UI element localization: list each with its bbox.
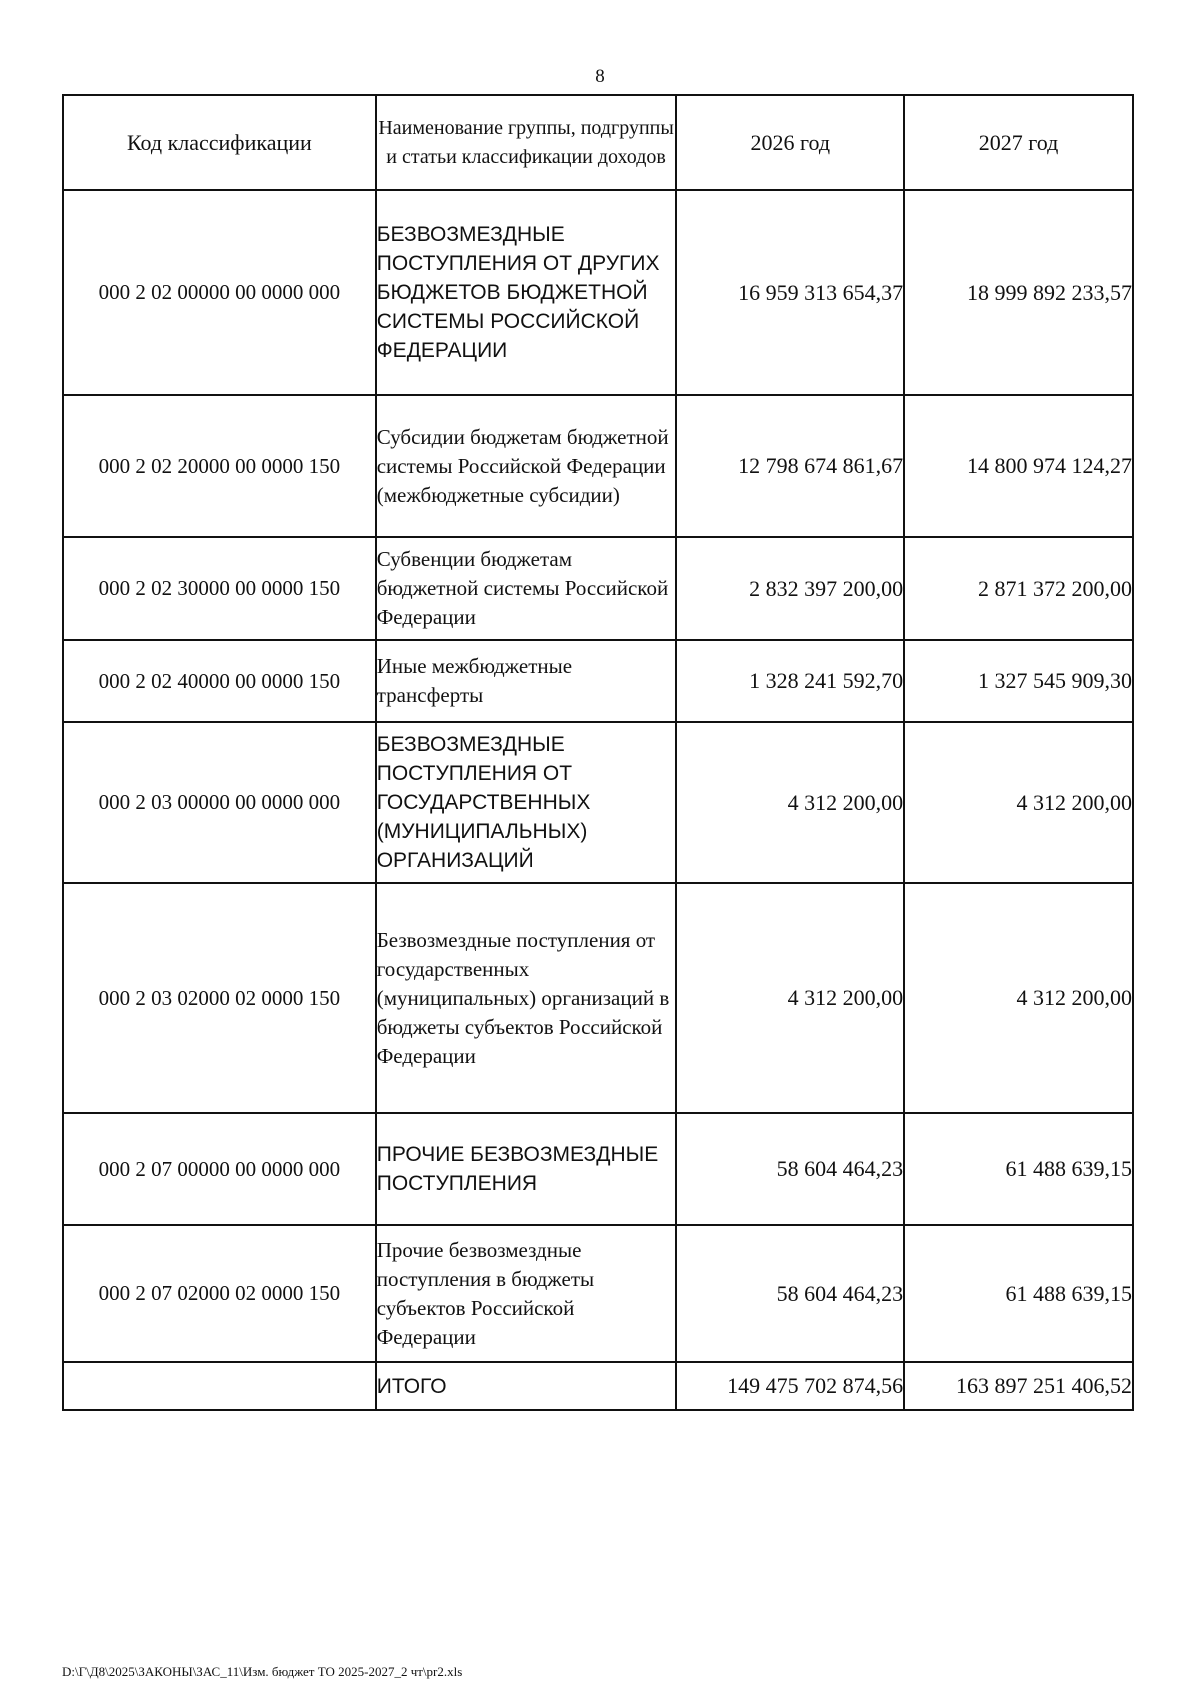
table-header-row: [63, 95, 1133, 190]
amount-2027: 2 871 372 200,00: [904, 537, 1133, 640]
revenue-name: Иные межбюджетные трансферты: [376, 640, 677, 722]
header-year-2026: 2026 год: [676, 95, 904, 190]
classification-code: 000 2 02 00000 00 0000 000: [63, 190, 376, 395]
amount-2026: 2 832 397 200,00: [676, 537, 904, 640]
amount-2027: 14 800 974 124,27: [904, 395, 1133, 537]
classification-code: 000 2 02 20000 00 0000 150: [63, 395, 376, 537]
amount-2026: 4 312 200,00: [676, 722, 904, 883]
revenue-name: Прочие безвозмездные поступления в бюджеты субъектов Российской Федерации: [376, 1225, 677, 1362]
total-row: [63, 1362, 1133, 1410]
amount-2027: 4 312 200,00: [904, 883, 1133, 1113]
table-row: [63, 883, 1133, 1113]
header-code: Код классификации: [63, 95, 376, 190]
revenue-name: Субсидии бюджетам бюджетной системы Российской Федерации (межбюджетные субсидии): [376, 395, 677, 537]
revenue-name: ПРОЧИЕ БЕЗВОЗМЕЗДНЫЕ ПОСТУПЛЕНИЯ: [376, 1113, 677, 1225]
amount-2026: 58 604 464,23: [676, 1225, 904, 1362]
header-year-2027: 2027 год: [904, 95, 1133, 190]
table-row: [63, 395, 1133, 537]
amount-2027: 18 999 892 233,57: [904, 190, 1133, 395]
amount-2026: 16 959 313 654,37: [676, 190, 904, 395]
amount-2027: 61 488 639,15: [904, 1113, 1133, 1225]
classification-code: 000 2 02 40000 00 0000 150: [63, 640, 376, 722]
classification-code: 000 2 03 02000 02 0000 150: [63, 883, 376, 1113]
amount-2027: 4 312 200,00: [904, 722, 1133, 883]
total-code: [63, 1362, 376, 1410]
classification-code: 000 2 07 00000 00 0000 000: [63, 1113, 376, 1225]
table-row: [63, 190, 1133, 395]
total-2026: 149 475 702 874,56: [676, 1362, 904, 1410]
header-name: Наименование группы, подгруппы и статьи классификации доходов: [376, 95, 677, 190]
table-row: [63, 640, 1133, 722]
revenue-name: БЕЗВОЗМЕЗДНЫЕ ПОСТУПЛЕНИЯ ОТ ДРУГИХ БЮДЖЕТОВ БЮДЖЕТНОЙ СИСТЕМЫ РОССИЙСКОЙ ФЕДЕРАЦИИ: [376, 190, 677, 395]
classification-code: 000 2 02 30000 00 0000 150: [63, 537, 376, 640]
revenue-name: Субвенции бюджетам бюджетной системы Российской Федерации: [376, 537, 677, 640]
amount-2027: 61 488 639,15: [904, 1225, 1133, 1362]
amount-2026: 4 312 200,00: [676, 883, 904, 1113]
file-path-footer: D:\Г\Д8\2025\ЗАКОНЫ\ЗАС_11\Изм. бюджет ТО 2025-2027_2 чт\pr2.xls: [62, 1664, 463, 1679]
revenue-name: БЕЗВОЗМЕЗДНЫЕ ПОСТУПЛЕНИЯ ОТ ГОСУДАРСТВЕННЫХ (МУНИЦИПАЛЬНЫХ) ОРГАНИЗАЦИЙ: [376, 722, 677, 883]
amount-2027: 1 327 545 909,30: [904, 640, 1133, 722]
budget-revenue-table: [62, 94, 1134, 1411]
total-label: ИТОГО: [376, 1362, 677, 1410]
classification-code: 000 2 03 00000 00 0000 000: [63, 722, 376, 883]
classification-code: 000 2 07 02000 02 0000 150: [63, 1225, 376, 1362]
amount-2026: 58 604 464,23: [676, 1113, 904, 1225]
table-row: [63, 537, 1133, 640]
revenue-name: Безвозмездные поступления от государственных (муниципальных) организаций в бюджеты субъектов Российской Федерации: [376, 883, 677, 1113]
amount-2026: 12 798 674 861,67: [676, 395, 904, 537]
page-number: 8: [595, 66, 605, 87]
table-row: [63, 722, 1133, 883]
table-row: [63, 1225, 1133, 1362]
amount-2026: 1 328 241 592,70: [676, 640, 904, 722]
table-row: [63, 1113, 1133, 1225]
total-2027: 163 897 251 406,52: [904, 1362, 1133, 1410]
